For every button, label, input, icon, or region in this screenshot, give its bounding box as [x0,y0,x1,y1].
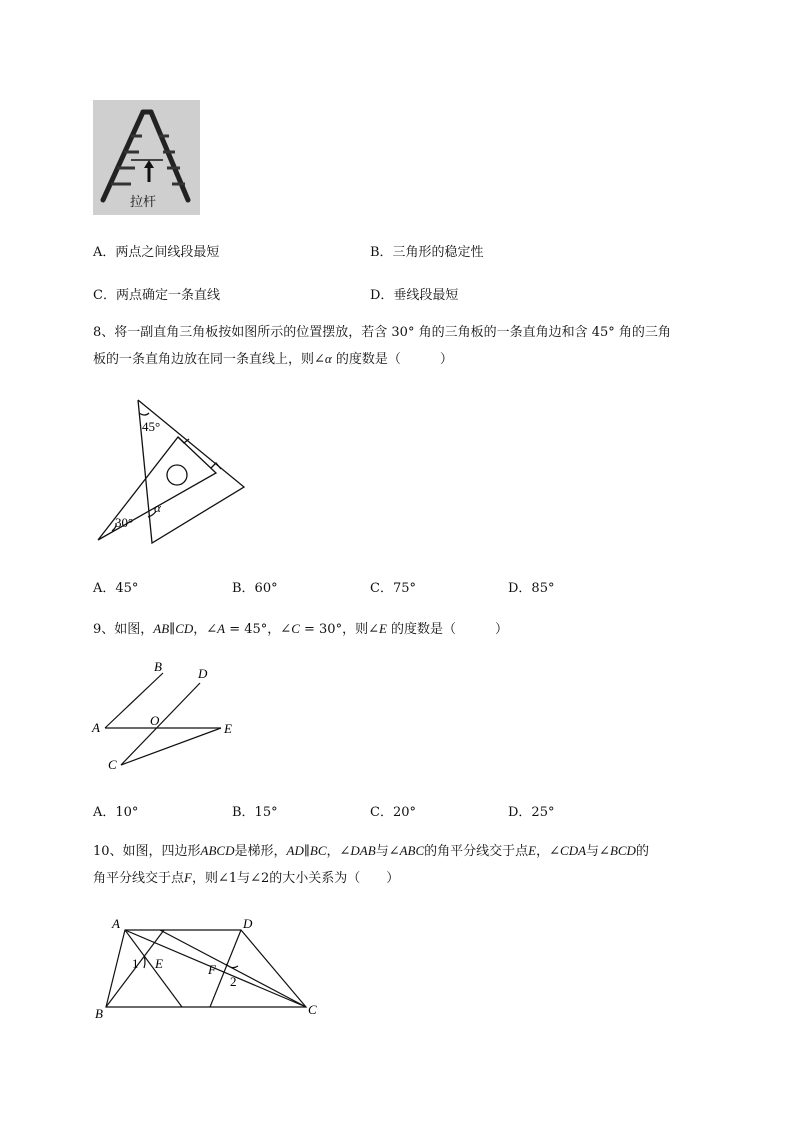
q9-parallel: ∥ [169,622,176,637]
q7-option-d[interactable]: D．垂线段最短 [370,288,459,303]
q10-l1c: ，∠ [326,844,351,859]
q9-label-d: D [198,666,208,681]
q10-l1f: ，∠ [536,844,561,859]
q10-stem [93,838,753,892]
q7-option-c[interactable]: C．两点确定一条直线 [93,288,220,303]
q10-label-c: C [308,1002,317,1017]
q8-line1: 8、将一副直角三角板按如图所示的位置摆放，若含 30° 角的三角板的一条直角边和含 45° 角的三角 [93,325,671,340]
q8-option-b[interactable]: B．60° [232,581,278,596]
q10-bcd: BCD [609,843,636,858]
q9-label-c: C [108,757,117,772]
q10-figure [92,912,332,1022]
q10-l1e: 的角平分线交于点 [424,844,529,859]
q9-option-a[interactable]: A．10° [93,805,139,820]
q9-label-e: E [224,721,232,736]
q10-label-b: B [95,1006,103,1021]
q8-option-a[interactable]: A．45° [93,581,139,596]
q10-f: F [184,870,192,885]
q8-line2 [93,346,753,373]
q9-option-b[interactable]: B．15° [232,805,278,820]
q8-option-c[interactable]: C．75° [370,581,416,596]
q8-label-30: 30° [115,515,134,530]
q10-parallel: ∥ [303,844,310,859]
q10-label-d: D [243,916,253,931]
q9-option-c[interactable]: C．20° [370,805,416,820]
q10-l1h: 的 [635,844,649,859]
q10-ad: AD [286,843,304,858]
q10-label-a: A [112,916,120,931]
q8-line2-post: 的度数是（ ） [331,352,453,367]
ladder-caption: 拉杆 [130,195,157,210]
q9-ab: AB [153,621,170,636]
ladder-photo [93,100,200,215]
q10-bc: BC [309,843,327,858]
q9-tail: 的度数是（ ） [386,622,509,637]
q8-line2-pre: 板的一条直角边放在同一条直线上，则∠ [93,352,325,367]
q10-l1d: 与∠ [375,844,400,859]
q10-line2 [93,865,753,892]
q8-label-alpha: α [154,500,161,515]
q9-a: A [217,621,226,636]
q8-option-d[interactable]: D．85° [508,581,555,596]
q7-option-a[interactable]: A．两点之间线段最短 [93,245,220,260]
q10-label-e: E [155,956,163,971]
q8-figure [90,395,250,550]
q10-l2b: ，则∠1与∠2的大小关系为（ ） [191,871,400,886]
q9-e: E [378,621,387,636]
q10-l1b: 是梯形， [234,844,287,859]
q9-label-a: A [92,720,100,735]
q10-l1a: 10、如图，四边形 [93,844,201,859]
q9-c: C [291,621,300,636]
q9-sep1: ，∠ [193,622,218,637]
q10-label-2: 2 [230,974,237,989]
q10-cda: CDA [560,843,587,858]
q9-option-d[interactable]: D．25° [508,805,555,820]
q9-eq2: = 30°，则∠ [299,622,379,637]
q10-label-1: 1 [132,956,139,971]
q7-option-b[interactable]: B．三角形的稳定性 [370,245,484,260]
q9-eq1: = 45°，∠ [225,622,292,637]
q9-stem [93,618,508,637]
q10-abc: ABC [399,843,425,858]
ladder-drawing [93,100,200,215]
q10-l1g: 与∠ [586,844,610,859]
q10-e: E [528,843,537,858]
q10-l2a: 角平分线交于点 [93,871,185,886]
q10-label-f: F [208,962,216,977]
q10-abcd: ABCD [200,843,235,858]
q9-cd: CD [175,621,194,636]
q8-stem [93,320,753,373]
q9-label-o: O [150,713,160,728]
q8-label-45: 45° [142,419,161,434]
q9-label-b: B [154,659,162,674]
q8-alpha: α [324,351,332,366]
q10-line1 [93,838,753,865]
q10-dab: DAB [350,843,376,858]
q9-num: 9、如图， [93,622,154,637]
q9-figure [88,655,248,775]
